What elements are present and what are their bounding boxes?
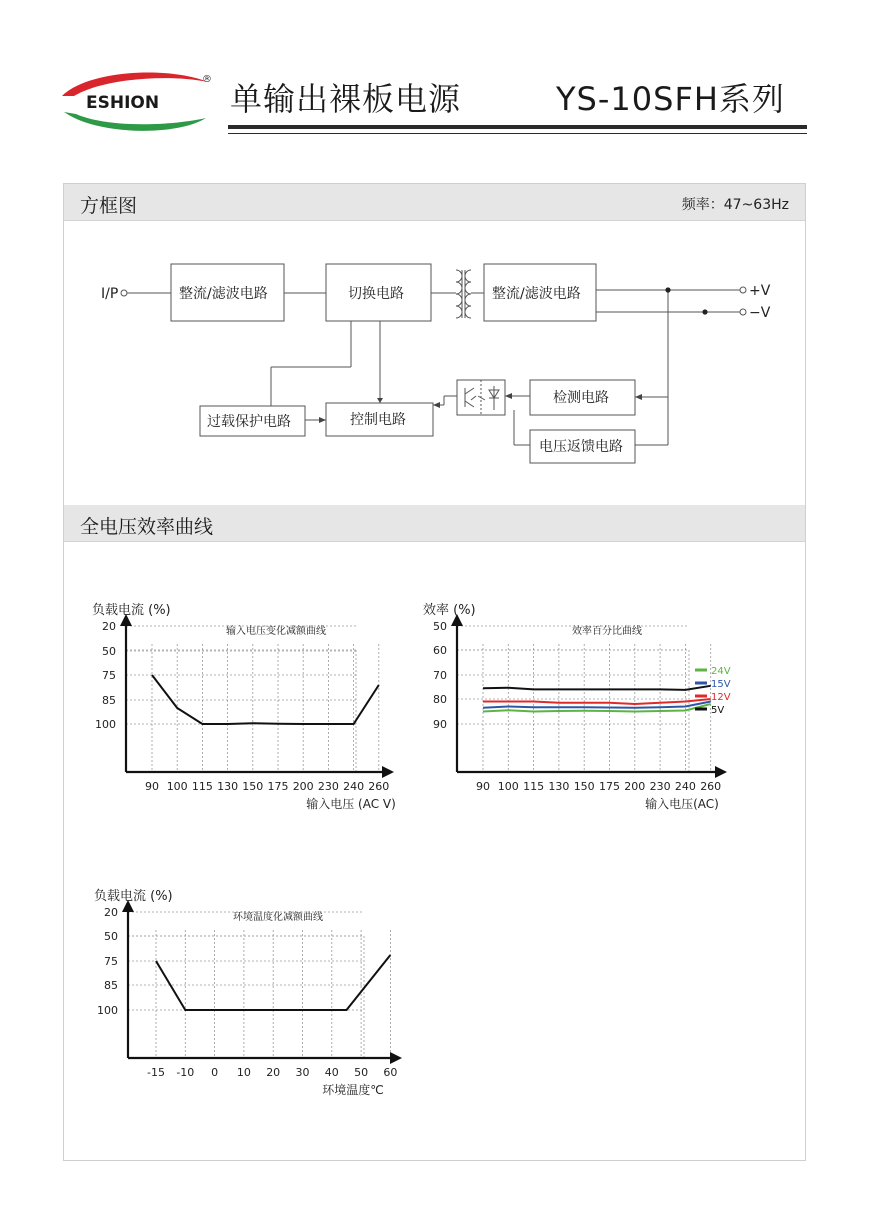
x-tick-label: 150 <box>573 780 595 793</box>
label-input: I/P <box>101 286 119 302</box>
section-title-efficiency: 全电压效率曲线 <box>80 516 214 538</box>
y-axis-label: 负载电流 (%) <box>94 889 173 904</box>
y-tick-label: 20 <box>104 906 118 919</box>
label-control: 控制电路 <box>350 412 406 428</box>
x-tick-label: 115 <box>523 780 545 793</box>
x-tick-label: 130 <box>548 780 570 793</box>
plus-terminal <box>740 287 746 293</box>
x-tick-label: 260 <box>700 780 722 793</box>
x-tick-label: 90 <box>145 780 159 793</box>
x-tick-label: 100 <box>497 780 519 793</box>
x-tick-label: 10 <box>236 1066 251 1079</box>
x-tick-label: 30 <box>295 1066 310 1079</box>
y-axis-label: 效率 (%) <box>423 603 476 618</box>
legend-label: 12V <box>711 692 731 703</box>
input-terminal <box>121 290 127 296</box>
series-line <box>483 699 711 704</box>
label-rectifier-out: 整流/滤波电路 <box>492 286 581 302</box>
x-tick-label: 240 <box>674 780 696 793</box>
page-header <box>0 0 870 150</box>
x-axis-label: 输入电压 (AC V) <box>306 797 396 811</box>
chart-temperature-derating <box>80 882 440 1102</box>
label-detection: 检测电路 <box>553 390 609 406</box>
legend-label: 15V <box>711 679 731 690</box>
x-tick-label: 260 <box>368 780 390 793</box>
label-feedback: 电压返馈电路 <box>539 439 623 455</box>
y-tick-label: 100 <box>97 1004 118 1017</box>
x-tick-label: 100 <box>166 780 188 793</box>
y-tick-label: 20 <box>102 620 116 633</box>
x-tick-label: 60 <box>383 1066 398 1079</box>
label-rectifier-in: 整流/滤波电路 <box>179 286 268 302</box>
label-minus-v: −V <box>749 305 771 321</box>
header-divider-thin <box>228 133 807 134</box>
series-line <box>483 686 711 690</box>
y-tick-label: 75 <box>102 669 116 682</box>
x-tick-label: 150 <box>242 780 264 793</box>
y-tick-label: 50 <box>102 645 116 658</box>
minus-terminal <box>740 309 746 315</box>
x-tick-label: 130 <box>217 780 239 793</box>
x-tick-label: -10 <box>176 1066 195 1079</box>
y-tick-label: 80 <box>433 693 447 706</box>
x-tick-label: 240 <box>343 780 365 793</box>
x-tick-label: 0 <box>211 1066 219 1079</box>
frequency-label: 频率：47~63Hz <box>681 197 789 213</box>
x-tick-label: 230 <box>649 780 671 793</box>
x-tick-label: 200 <box>292 780 314 793</box>
section-title-block-diagram: 方框图 <box>80 195 138 217</box>
y-tick-label: 100 <box>95 718 116 731</box>
chart-title: 效率百分比曲线 <box>572 626 642 637</box>
series-title: YS-10SFH系列 <box>556 80 785 118</box>
y-tick-label: 60 <box>433 644 447 657</box>
legend-label: 24V <box>711 666 731 677</box>
brand-text: ESHION <box>86 93 160 113</box>
chart-title: 环境温度化减额曲线 <box>233 912 323 923</box>
x-tick-label: 50 <box>354 1066 369 1079</box>
x-tick-label: 90 <box>476 780 490 793</box>
legend-label: 5V <box>711 705 725 716</box>
y-tick-label: 70 <box>433 669 447 682</box>
efficiency-section-bar <box>64 505 805 542</box>
y-tick-label: 85 <box>104 979 118 992</box>
optocoupler-icon <box>457 380 505 415</box>
chart-efficiency <box>410 596 750 816</box>
label-plus-v: +V <box>749 283 771 299</box>
chart-title: 输入电压变化减额曲线 <box>226 626 326 637</box>
eshion-logo <box>58 66 218 138</box>
y-axis-label: 负载电流 (%) <box>92 603 171 618</box>
x-tick-label: 20 <box>266 1066 281 1079</box>
y-tick-label: 50 <box>433 620 447 633</box>
x-tick-label: 230 <box>317 780 339 793</box>
x-axis-arrow-icon <box>382 766 394 778</box>
transformer-icon <box>456 270 471 318</box>
label-overload: 过载保护电路 <box>207 414 291 430</box>
x-tick-label: 175 <box>267 780 289 793</box>
x-tick-label: 40 <box>324 1066 339 1079</box>
x-tick-label: 175 <box>599 780 620 793</box>
registered-mark: ® <box>202 74 212 85</box>
y-tick-label: 85 <box>102 694 116 707</box>
x-tick-label: 115 <box>191 780 213 793</box>
header-divider <box>228 125 807 129</box>
series-line <box>152 675 379 724</box>
x-axis-label: 环境温度℃ <box>322 1083 384 1097</box>
label-switching: 切换电路 <box>348 286 404 302</box>
chart-input-voltage-derating <box>80 596 410 816</box>
x-axis-arrow-icon <box>715 766 727 778</box>
x-axis-label: 输入电压(AC) <box>645 797 719 811</box>
y-tick-label: 90 <box>433 718 447 731</box>
x-tick-label: 200 <box>624 780 646 793</box>
page-title: 单输出裸板电源 <box>230 80 462 118</box>
x-axis-arrow-icon <box>390 1052 402 1064</box>
block-diagram <box>64 220 805 505</box>
y-tick-label: 50 <box>104 930 118 943</box>
y-tick-label: 75 <box>104 955 118 968</box>
x-tick-label: -15 <box>147 1066 165 1079</box>
block-diagram-section-bar <box>64 184 805 221</box>
